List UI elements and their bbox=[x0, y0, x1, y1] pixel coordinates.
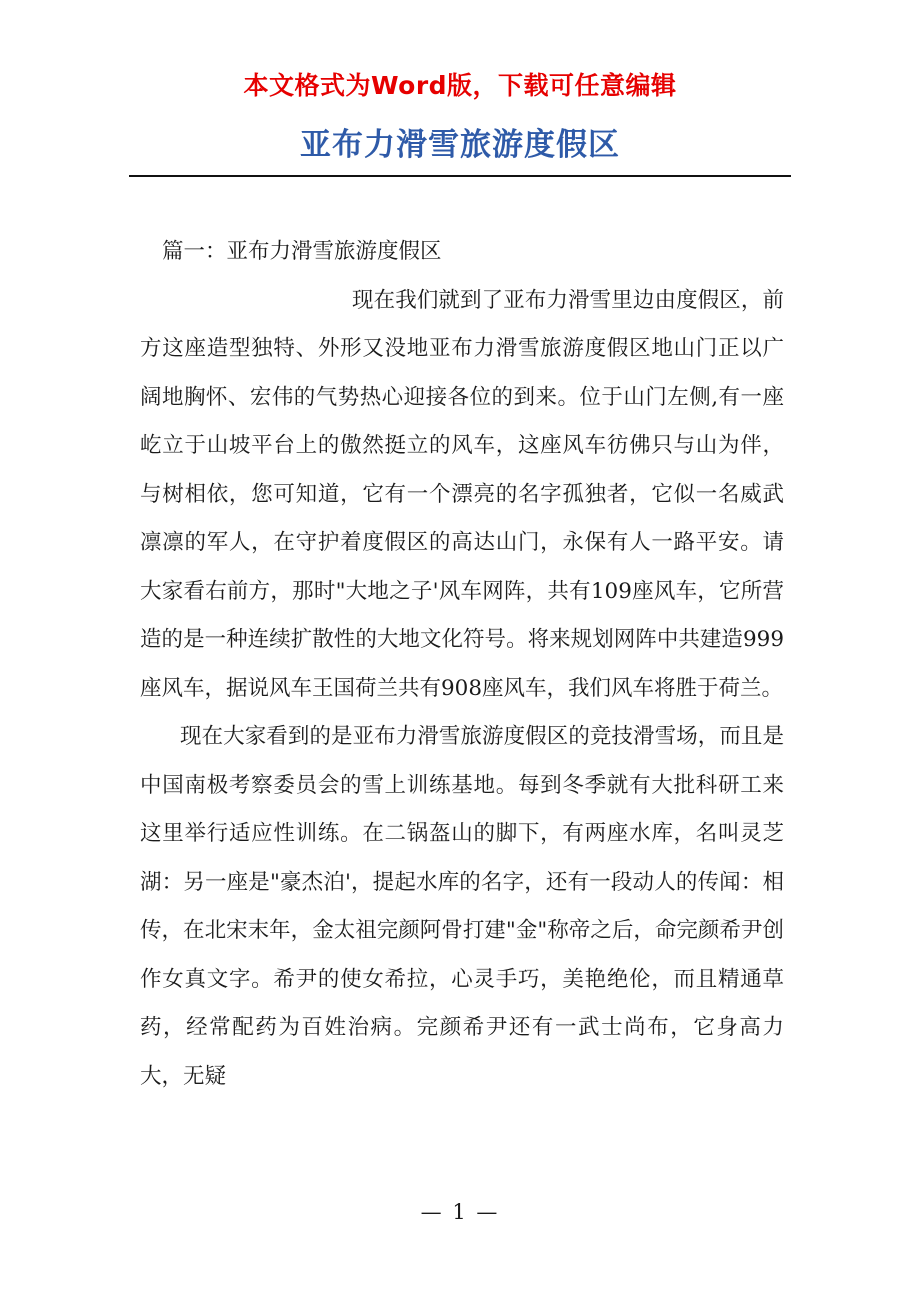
document-title: 亚布力滑雪旅游度假区 bbox=[300, 127, 620, 163]
title-divider bbox=[129, 175, 791, 177]
format-notice: 本文格式为Word版，下载可任意编辑 bbox=[243, 71, 677, 100]
document-body bbox=[140, 228, 784, 1101]
body-paragraph-1: 现在我们就到了亚布力滑雪里边由度假区，前方这座造型独特、外形又没地亚布力滑雪旅游度假区地山门正以广阔地胸怀、宏伟的气势热心迎接各位的到来。位于山门左侧,有一座屹立于山坡平台上的傲然挺立的风车，这座风车彷佛只与山为伴，与树相依，您可知道，它有一个漂亮的名字孤独者，它似一名威武凛凛的军人，在守护着度假区的高达山门，永保有人一路平安。请大家看右前方，那时"大地之子'风车网阵，共有109座风车，它所营造的是一种连续扩散性的大地文化符号。将来规划网阵中共建造999座风车，据说风车王国荷兰共有908座风车，我们风车将胜于荷兰。 bbox=[140, 287, 784, 701]
page-number: — 1 — bbox=[420, 1200, 500, 1224]
section-heading: 篇一：亚布力滑雪旅游度假区 bbox=[162, 239, 442, 264]
body-paragraph-2: 现在大家看到的是亚布力滑雪旅游度假区的竞技滑雪场，而且是中国南极考察委员会的雪上训练基地。每到冬季就有大批科研工来这里举行适应性训练。在二锅盔山的脚下，有两座水库，名叫灵芝湖：另一座是"豪杰泊'，提起水库的名字，还有一段动人的传闻：相传，在北宋末年，金太祖完颜阿骨打建"金"称帝之后，命完颜希尹创作女真文字。希尹的使女希拉，心灵手巧，美艳绝伦，而且精通草药，经常配药为百姓治病。完颜希尹还有一武士尚布，它身高力大，无疑 bbox=[140, 724, 784, 1089]
